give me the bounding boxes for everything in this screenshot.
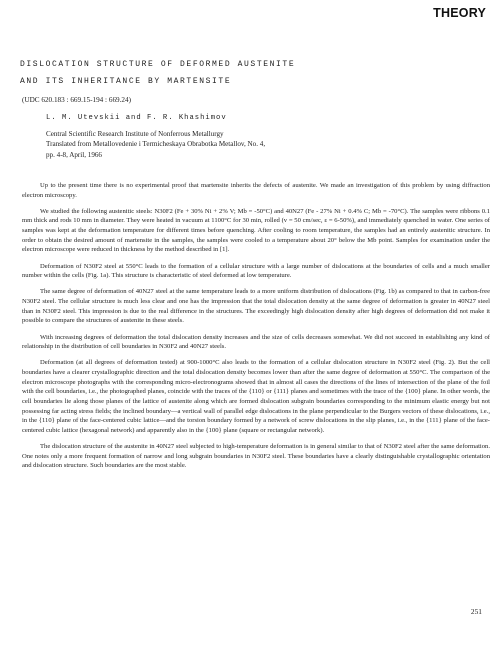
article-title-line-1: DISLOCATION STRUCTURE OF DEFORMED AUSTENITE (20, 60, 296, 69)
article-title (20, 56, 480, 90)
affiliation-institute: Central Scientific Research Institute of Nonferrous Metallurgy (46, 130, 224, 138)
publication-pages: pp. 4-8, April, 1966 (46, 150, 102, 159)
section-label: THEORY (433, 6, 486, 20)
paragraph-7: The dislocation structure of the austenite in 40N27 steel subjected to high-temperature deformation is in general similar to that of N30F2 steel after the same deformation. One notes only a more frequent formation of narrow and long subgrain boundaries in N30F2 steel. These boundaries have a clearly distinguishable crystallographic orientation and dislocation structure. Such boundaries are the most stable. (22, 443, 490, 470)
paragraph-5: With increasing degrees of deformation the total dislocation density increases and the size of cells decreases somewhat. We did not succeed in establishing any kind of relationship in the distribution of cell boundaries in N30F2 and 40N27 steels. (22, 333, 490, 351)
page-number: 251 (470, 607, 482, 616)
article-body (22, 181, 490, 478)
article-title-line-2: AND ITS INHERITANCE BY MARTENSITE (20, 77, 232, 86)
paragraph-4: The same degree of deformation of 40N27 steel at the same temperature leads to a more uniform distribution of dislocations (Fig. 1b) as compared to that in carbon-free N30F2 steel. The cellular structure is much less clear and one has the impression that the total dislocation density at the same degree of deformation is greater in 40N27 steel than in N30F2 steel. This impression is due to the real difference in the structures. The exceedingly high dislocation density after high degrees of deformation did not make it possible to compare the structures of austenite in these steels. (22, 288, 490, 325)
paragraph-6: Deformation (at all degrees of deformation tested) at 900-1000°C also leads to the formation of a cellular dislocation structure in N30F2 steel (Fig. 2). But the cell boundaries have a clearer crystallographic direction and the total dislocation density becomes lower than after the same degree of deformation at 550°C. The comparison of the electron microscope photographs with the corresponding micro-electronograms showed that in almost all cases the directions of the lines of intersection of the plane of the foil with the cell boundaries, i.e., the photographed planes, coincide with the traces of the {110} or {111} planes and sometimes with the trace of the {100} plane. In other words, the cell boundaries lie along those planes of the lattice of austenite along which are formed dislocation subgrain boundaries corresponding to the minimum elastic energy but not possessing far acting stress fields; the inclined boundary—a vertical wall of parallel edge dislocations in the plane perpendicular to the Burgers vectors of these dislocations, i.e., in the {110} plane of the face-centered cubic lattice—and the torsion boundary formed by a network of screw dislocations in the slip planes, i.e., in the {111} plane of the face-centered cubic lattice (hexagonal network) and apparently also in the {100} plane (square or rectangular network). (22, 359, 490, 434)
translation-source: Translated from Metallovedenie i Termicheskaya Obrabotka Metallov, No. 4, (46, 140, 266, 149)
paragraph-3: Deformation of N30F2 steel at 550°C leads to the formation of a cellular structure with a large number of dislocations at the boundaries of cells and a much smaller number within the cells (Fig. 1a). This structure is characteristic of steel deformed at low temperature. (22, 262, 490, 280)
udc-code: (UDC 620.183 : 669.15-194 : 669.24) (22, 96, 132, 104)
affiliation-block (46, 129, 265, 160)
authors: L. M. Utevskii and F. R. Khashimov (46, 114, 227, 122)
paragraph-1: Up to the present time there is no experimental proof that martensite inherits the defects of austenite. We made an investigation of this problem by using diffraction electron microscopy. (22, 182, 490, 199)
paragraph-2: We studied the following austenitic steels: N30F2 (Fe + 30% Ni + 2% V; Mb = -50°C) and 40N27 (Fe - 27% Ni + 0.4% C; Mb = -70°C). The samples were ribbons 0.1 mm thick and rods 10 mm in diameter. They were heated in vacuum at 1100°C for 30 min, rolled (v = 50 cm/sec, ε = 6-50%), and immediately quenched in water. One series of samples was kept at the deformation temperature for different times before quenching. After cooling to room temperature, the samples had an entirely austenitic structure. In order to obtain the desired amount of martensite in the samples, the samples were cooled to a temperature about 20° below the Mb point. Samples for examination under the electron microscope were reduced in thickness by the method described in [1]. (22, 207, 490, 254)
